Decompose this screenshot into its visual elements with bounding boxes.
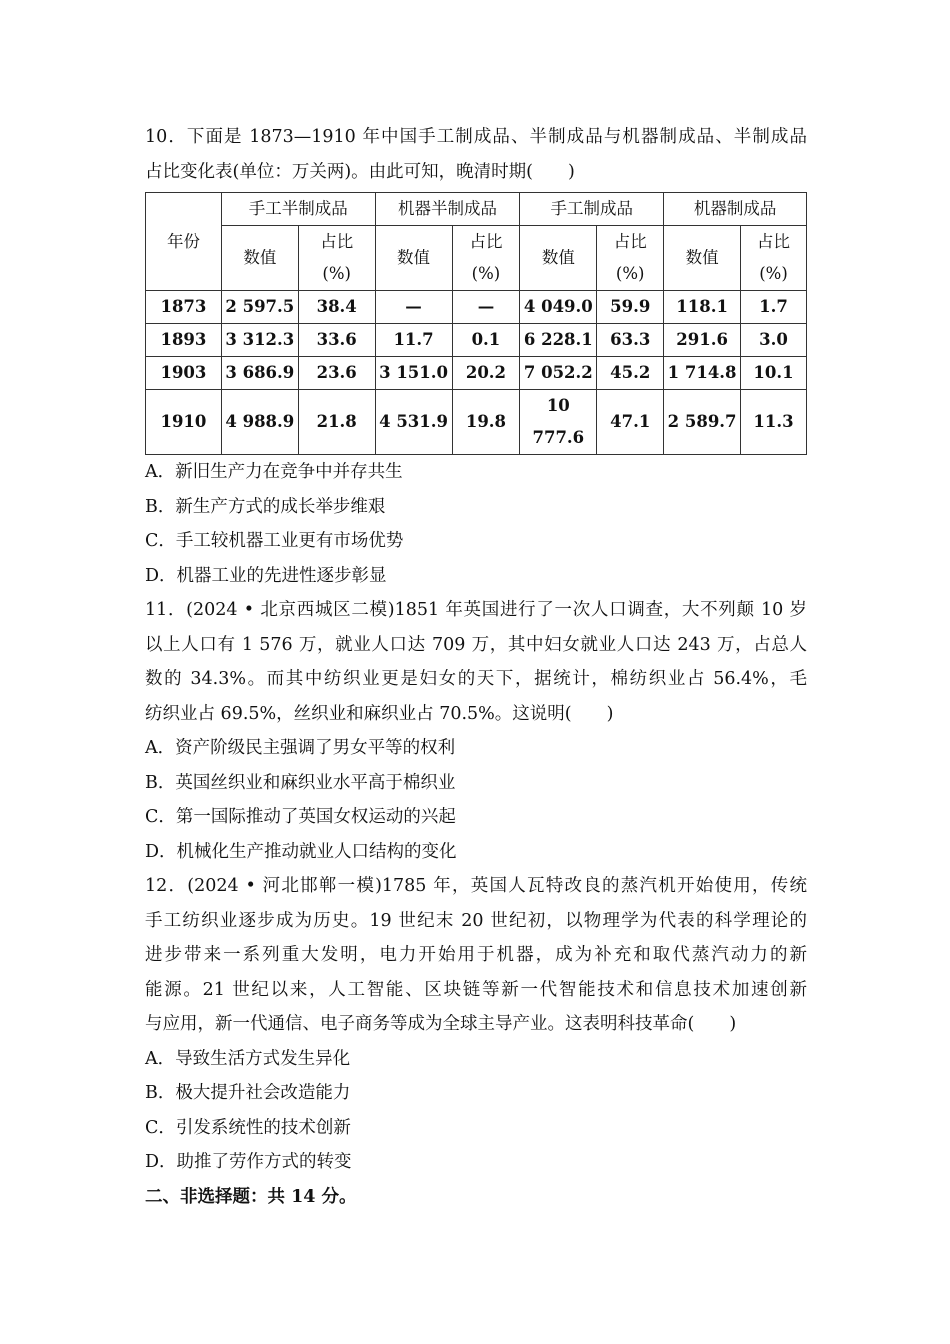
option-b: B．极大提升社会改造能力 bbox=[145, 1083, 351, 1103]
option-a: A．资产阶级民主强调了男女平等的权利 bbox=[145, 738, 456, 758]
option-d: D．机械化生产推动就业人口结构的变化 bbox=[145, 841, 457, 862]
table-cell: — bbox=[375, 291, 452, 324]
question-12-stem-line-5: 与应用，新一代通信、电子商务等成为全球主导产业。这表明科技革命( ) bbox=[145, 1014, 737, 1034]
share-header: 占比 (%) bbox=[452, 226, 520, 291]
table-cell: 4 988.9 bbox=[221, 390, 298, 455]
value-header: 数值 bbox=[520, 226, 597, 291]
group-header-handmade-finished: 手工制成品 bbox=[520, 193, 664, 226]
share-header: 占比 (%) bbox=[597, 226, 664, 291]
table-cell: 2 597.5 bbox=[221, 291, 298, 324]
table-cell: 1.7 bbox=[741, 291, 807, 324]
table-cell: 10.1 bbox=[741, 357, 807, 390]
group-header-handmade-semi: 手工半制成品 bbox=[221, 193, 375, 226]
question-12-stem-line-2: 手工纺织业逐步成为历史。19 世纪末 20 世纪初，以物理学为代表的科学理论的 bbox=[145, 910, 807, 931]
table-cell: 38.4 bbox=[298, 291, 375, 324]
question-12-stem-line-1: 12．(2024 • 河北邯郸一模)1785 年，英国人瓦特改良的蒸汽机开始使用，传统 bbox=[145, 876, 807, 896]
value-header: 数值 bbox=[221, 226, 298, 291]
option-b: B．英国丝织业和麻织业水平高于棉织业 bbox=[145, 772, 456, 793]
table-cell: 1903 bbox=[146, 357, 222, 390]
table-cell: 33.6 bbox=[298, 324, 375, 357]
option-b: B．新生产方式的成长举步维艰 bbox=[145, 496, 386, 517]
table-cell: 3 151.0 bbox=[375, 357, 452, 390]
option-d: D．机器工业的先进性逐步彰显 bbox=[145, 565, 387, 586]
table-cell: 3 686.9 bbox=[221, 357, 298, 390]
question-10-stem-line-2: 占比变化表(单位：万关两)。由此可知，晚清时期( ) bbox=[145, 161, 575, 182]
table-cell: 0.1 bbox=[452, 324, 520, 357]
question-11-stem-line-4: 纺织业占 69.5%，丝织业和麻织业占 70.5%。这说明( ) bbox=[145, 703, 614, 724]
value-header: 数值 bbox=[664, 226, 741, 291]
table-cell: 19.8 bbox=[452, 390, 520, 455]
table-cell: 118.1 bbox=[664, 291, 741, 324]
option-a: A．新旧生产力在竞争中并存共生 bbox=[145, 462, 403, 482]
question-12 bbox=[145, 869, 807, 1180]
group-header-machine-finished: 机器制成品 bbox=[664, 193, 807, 226]
option-c: C．引发系统性的技术创新 bbox=[145, 1117, 351, 1138]
table-cell: 21.8 bbox=[298, 390, 375, 455]
table-cell: 11.3 bbox=[741, 390, 807, 455]
table-cell: 20.2 bbox=[452, 357, 520, 390]
table-row bbox=[146, 390, 807, 455]
table-cell: 1893 bbox=[146, 324, 222, 357]
table-cell: 4 049.0 bbox=[520, 291, 597, 324]
table-cell: 3 312.3 bbox=[221, 324, 298, 357]
question-10 bbox=[145, 120, 807, 593]
table-cell: 45.2 bbox=[597, 357, 664, 390]
table-cell: 1910 bbox=[146, 390, 222, 455]
question-12-stem-line-3: 进步带来一系列重大发明，电力开始用于机器，成为补充和取代蒸汽动力的新 bbox=[145, 945, 807, 965]
question-11-stem-line-1: 11．(2024 • 北京西城区二模)1851 年英国进行了一次人口调查，大不列颠 10 岁 bbox=[145, 600, 807, 620]
option-c: C．手工较机器工业更有市场优势 bbox=[145, 531, 404, 551]
table-cell: 47.1 bbox=[597, 390, 664, 455]
value-header: 数值 bbox=[375, 226, 452, 291]
option-c: C．第一国际推动了英国女权运动的兴起 bbox=[145, 807, 456, 827]
table-cell: 291.6 bbox=[664, 324, 741, 357]
table-cell: 6 228.1 bbox=[520, 324, 597, 357]
question-11-stem-line-2: 以上人口有 1 576 万，就业人口达 709 万，其中妇女就业人口达 243 万，占总人 bbox=[145, 634, 807, 655]
table-cell: 3.0 bbox=[741, 324, 807, 357]
table-cell: 23.6 bbox=[298, 357, 375, 390]
table-cell-wrapped: 10 777.6 bbox=[520, 390, 597, 455]
table-cell: — bbox=[452, 291, 520, 324]
share-header: 占比 (%) bbox=[741, 226, 807, 291]
question-10-stem-line-1: 10．下面是 1873—1910 年中国手工制成品、半制成品与机器制成品、半制成品 bbox=[145, 127, 807, 147]
table-cell: 1 714.8 bbox=[664, 357, 741, 390]
share-header: 占比 (%) bbox=[298, 226, 375, 291]
table-cell: 11.7 bbox=[375, 324, 452, 357]
exam-page bbox=[145, 120, 807, 1214]
table-cell: 59.9 bbox=[597, 291, 664, 324]
table-cell: 2 589.7 bbox=[664, 390, 741, 455]
table-row bbox=[146, 357, 807, 390]
trade-share-table bbox=[145, 192, 807, 455]
year-header: 年份 bbox=[146, 193, 222, 291]
question-12-stem-line-4: 能源。21 世纪以来，人工智能、区块链等新一代智能技术和信息技术加速创新 bbox=[145, 979, 807, 1000]
section-heading: 二、非选择题：共 14 分。 bbox=[145, 1186, 357, 1207]
question-11 bbox=[145, 593, 807, 869]
question-11-stem-line-3: 数的 34.3%。而其中纺织业更是妇女的天下，据统计，棉纺织业占 56.4%，毛 bbox=[145, 669, 807, 689]
group-header-machine-semi: 机器半制成品 bbox=[375, 193, 520, 226]
table-cell: 63.3 bbox=[597, 324, 664, 357]
table-row bbox=[146, 291, 807, 324]
option-d: D．助推了劳作方式的转变 bbox=[145, 1152, 352, 1172]
option-a: A．导致生活方式发生异化 bbox=[145, 1048, 351, 1069]
table-cell: 7 052.2 bbox=[520, 357, 597, 390]
table-cell: 4 531.9 bbox=[375, 390, 452, 455]
table-cell: 1873 bbox=[146, 291, 222, 324]
table-row bbox=[146, 324, 807, 357]
